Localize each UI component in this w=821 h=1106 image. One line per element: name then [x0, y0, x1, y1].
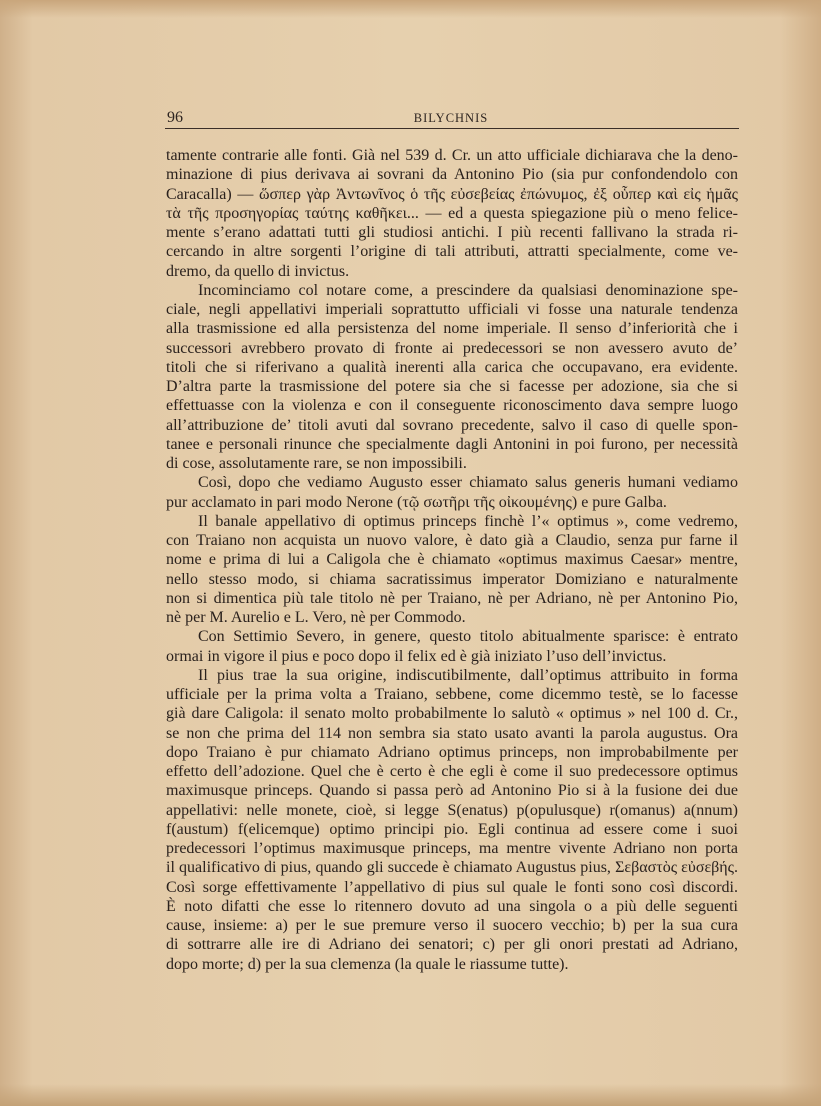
text-line: Caracalla) — ὥσπερ γὰρ Ἀντωνῖνος ὁ τῆς εὐσεβείας ἐπώνυμος, ἐξ οὗπερ καὶ εἰς ἡμᾶς: [166, 185, 738, 203]
text-line: cercando in altre sorgenti l’origine di tali attributi, attratti specialmente, come ve-: [166, 243, 738, 261]
text-line: Con Settimio Severo, in genere, questo titolo abitualmente sparisce: è entrato: [198, 628, 738, 646]
text-line: D’altra parte la trasmissione del potere sia che si facesse per adozione, sia che si: [166, 378, 738, 395]
text-line: di sottrarre alle ire di Adriano dei senatori; c) per gli onori prestati ad Adriano,: [166, 936, 738, 954]
text-line: nè per M. Aurelio e L. Vero, nè per Commodo.: [166, 609, 466, 626]
text-line: maximusque princeps. Quando si passa però ad Antonino Pio si à la fusione dei due: [166, 782, 738, 800]
text-line: Il pius trae la sua origine, indiscutibilmente, dall’optimus attribuito in forma: [198, 666, 738, 684]
page-top-shadow: [0, 0, 821, 18]
text-line: cause, insieme: a) per le sue premure verso il suocero vecchio; b) per la sua cura: [166, 917, 738, 934]
text-line: pur acclamato in pari modo Nerone (τῷ σωτῆρι τῆς οἰκουμένης) e pure Galba.: [166, 493, 667, 511]
text-line: di cose, assolutamente rare, se non impossibili.: [166, 455, 467, 472]
text-line: ciale, negli appellativi imperiali soprattutto ufficiali vi fosse una naturale tendenza: [166, 301, 738, 318]
text-line: titoli che si riferivano a qualità inerenti alla carica che occupavano, era evidente.: [166, 358, 738, 376]
text-line: ormai in vigore il pius e poco dopo il felix ed è già iniziato l’uso dell’invictus.: [166, 647, 667, 665]
text-line: Incominciamo col notare come, a prescindere da qualsiasi denominazione spe-: [198, 281, 738, 299]
body-text: [166, 146, 738, 974]
text-line: effettuasse con la violenza e con il conseguente riconoscimento dava sempre luogo: [166, 397, 738, 415]
text-line: tanee e personali rinunce che specialmente dagli Antonini in poi furono, per necessità: [166, 435, 738, 453]
page-header: [165, 106, 737, 128]
text-line: non si dimentica più tale titolo nè per Traiano, nè per Adriano, nè per Antonino Pio,: [166, 589, 738, 607]
text-line: minazione di pius derivava ai sovrani da Antonino Pio (sia pur confondendolo con: [166, 166, 738, 184]
text-line: successori avrebbero provato di fronte ai predecessori se non avessero avuto de’: [166, 339, 738, 357]
text-line: È noto difatti che esse lo ritennero dovuto ad una singola o a più delle seguenti: [166, 897, 738, 915]
text-line: effetto dell’adozione. Quel che è certo è che egli è come il suo predecessore optimus: [166, 763, 738, 780]
text-line: alla trasmissione ed alla persistenza del nome imperiale. Il senso d’inferiorità che i: [166, 320, 738, 338]
page-bottom-shadow: [0, 1084, 821, 1106]
text-line: ufficiale per la prima volta a Traiano, sebbene, come dicemmo testè, se lo facesse: [166, 686, 738, 703]
text-line: predecessori l’optimus maximusque princeps, ma mentre vivente Adriano non porta: [166, 840, 738, 857]
text-line: appellativi: nelle monete, cioè, si legge S(enatus) p(opulusque) r(omanus) a(nnum): [166, 801, 738, 819]
text-line: già dare Caligola: il senato molto probabilmente lo salutò « optimus » nel 100 d. Cr.,: [166, 705, 738, 723]
text-line: τὰ τῆς προσηγορίας ταύτης καθῆκει... — ed a questa spiegazione più o meno felice-: [166, 204, 738, 222]
text-line: dopo Traiano è pur chiamato Adriano optimus princeps, non improbabilmente per: [166, 743, 738, 761]
running-head: BILYCHNIS: [413, 111, 489, 125]
text-line: il qualificativo di pius, quando gli succede è chiamato Augustus pius, Σεβαστὸς εὐσεβής.: [166, 859, 738, 877]
text-line: dremo, da quello di invictus.: [166, 262, 350, 280]
text-line: Così sorge effettivamente l’appellativo di pius sul quale le fonti sono così discordi.: [166, 878, 738, 896]
text-line: mente s’erano adattati tutti gli studiosi antichi. I più recenti fallivano la strada ri-: [166, 224, 738, 241]
text-line: Così, dopo che vediamo Augusto esser chiamato salus generis humani vediamo: [198, 474, 738, 492]
text-line: con Traiano non acquista un nuovo valore, è dato già a Claudio, senza pur farne il: [166, 532, 738, 549]
text-line: se non che prima del 114 non sembra sia stato usato avanti la parola augustus. Ora: [166, 724, 738, 742]
text-line: tamente contrarie alle fonti. Già nel 539 d. Cr. un atto ufficiale dichiarava che la deno-: [166, 147, 738, 164]
text-line: Il banale appellativo di optimus princeps finchè l’« optimus », come vedremo,: [198, 512, 738, 530]
text-line: all’attribuzione de’ titoli avuti dal sovrano precedente, salvo il caso di quelle spon-: [166, 416, 738, 434]
text-line: f(austum) f(elicemque) optimo principi pio. Egli continua ad essere come i suoi: [166, 820, 738, 838]
text-line: nello stesso modo, si chiama sacratissimus imperator Domiziano e naturalmente: [166, 570, 738, 588]
page-number: 96: [167, 109, 183, 126]
text-line: dopo morte; d) per la sua clemenza (la quale le riassume tutte).: [166, 955, 569, 973]
text-line: nome e prima di lui a Caligola che è chiamato «optimus maximus Caesar» mentre,: [166, 551, 738, 569]
header-rule: [165, 128, 739, 129]
